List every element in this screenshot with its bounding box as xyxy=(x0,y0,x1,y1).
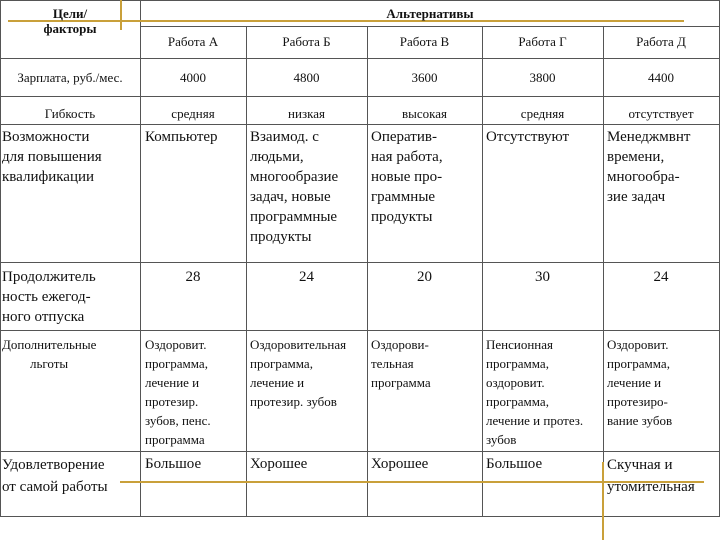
table-cell: Оператив- ная работа, новые про- граммные продукты xyxy=(371,129,443,225)
table-cell: Отсутствуют xyxy=(486,129,570,145)
row-label-benefits xyxy=(2,335,140,373)
table-cell: 24 xyxy=(653,269,669,285)
table-cell: 3600 xyxy=(411,70,438,85)
table-cell: 3800 xyxy=(529,70,556,85)
grid-line xyxy=(0,58,720,59)
table-cell: 20 xyxy=(417,269,432,285)
table-cell: Большое xyxy=(145,456,202,472)
header-alternatives: Альтернативы xyxy=(386,6,474,21)
table-cell: Оздоровительная программа, лечение и протезир. зубов xyxy=(250,337,347,409)
grid-line xyxy=(0,96,720,97)
table-cell: 4400 xyxy=(648,70,674,85)
table-cell: отсутствует xyxy=(628,106,694,121)
grid-line xyxy=(0,330,720,331)
row-label-flexibility: Гибкость xyxy=(44,106,96,121)
table-cell: средняя xyxy=(171,106,215,121)
decorative-line xyxy=(120,0,122,30)
column-header: Работа Г xyxy=(518,34,567,49)
table-cell: Пенсионная программа, оздоровит. программа, лечение и протез. зубов xyxy=(486,337,584,447)
grid-line xyxy=(0,124,720,125)
decorative-line xyxy=(602,462,604,540)
table-cell: низкая xyxy=(288,106,325,121)
row-label-vacation: Продолжитель ность ежегод- ного отпуска xyxy=(2,269,96,325)
table-cell: средняя xyxy=(520,106,565,121)
grid-line xyxy=(0,262,720,263)
row-label-qualification: Возможности для повышения квалификации xyxy=(2,129,102,185)
grid-line xyxy=(0,451,720,452)
row-label-satisfaction: Удовлетворение от самой работы xyxy=(2,457,108,495)
table-cell: Оздоровит. программа, лечение и протезир. зубов, пенс. программа xyxy=(145,337,211,447)
column-header: Работа В xyxy=(399,34,450,49)
table-cell: Оздорови- тельная программа xyxy=(371,337,431,390)
table-cell: Компьютер xyxy=(145,129,218,145)
table-cell: 4000 xyxy=(180,70,206,85)
header-goals: Цели/ факторы xyxy=(43,6,97,36)
column-header: Работа А xyxy=(167,34,219,49)
table-cell: Менеджмвнт времени, многообра- зие задач xyxy=(607,129,691,205)
table-cell: Оздоровит. программа, лечение и протезиро- вание зубов xyxy=(607,337,673,428)
column-header: Работа Д xyxy=(636,34,686,49)
table-cell: 24 xyxy=(299,269,314,285)
table-cell: Хорошее xyxy=(250,456,308,472)
table-cell: 28 xyxy=(185,269,201,285)
row-label-salary: Зарплата, руб./мес. xyxy=(17,70,123,85)
table-cell: 4800 xyxy=(293,70,320,85)
table-cell: Взаимод. с людьми, многообразие задач, новые программные продукты xyxy=(250,129,339,245)
table-cell: Скучная и утомительная xyxy=(607,457,695,495)
column-header: Работа Б xyxy=(282,34,331,49)
grid-line xyxy=(0,0,720,1)
grid-line xyxy=(0,516,720,517)
table-cell: Хорошее xyxy=(371,456,429,472)
grid-line xyxy=(140,26,720,27)
row-label-benefits-text: Дополнительные льготы xyxy=(2,337,97,371)
table-cell: Большое xyxy=(486,456,543,472)
table-cell: 30 xyxy=(535,269,550,285)
table-cell: высокая xyxy=(401,106,447,121)
